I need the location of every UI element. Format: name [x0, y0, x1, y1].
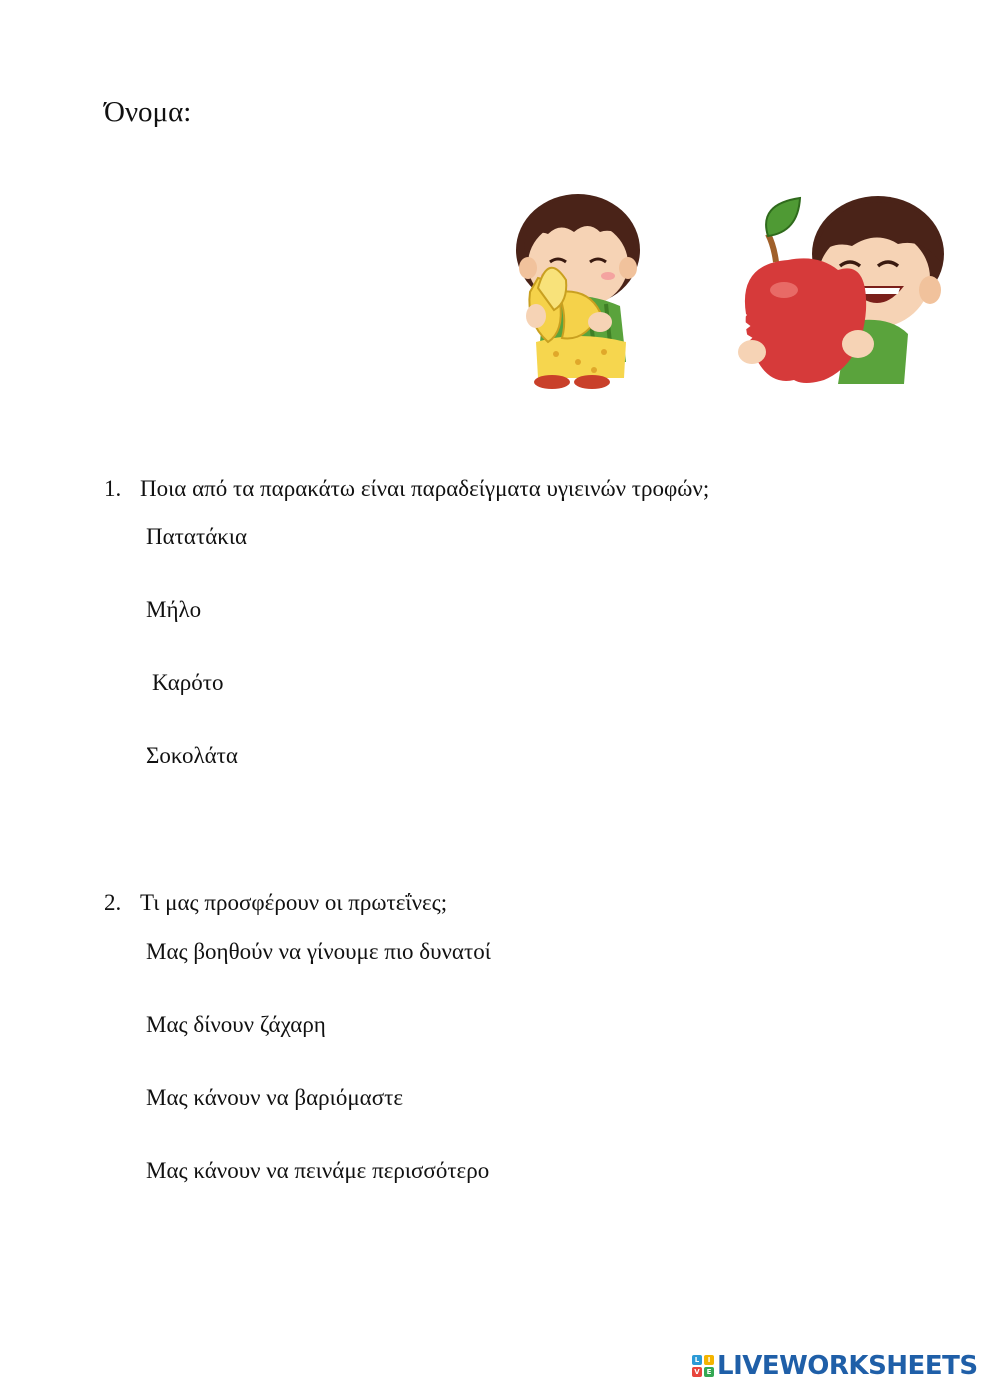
- question-2-text: Τι μας προσφέρουν οι πρωτεΐνες;: [140, 890, 448, 915]
- logo-mark-icon: [692, 1355, 714, 1377]
- girl-eating-banana-icon: [508, 192, 648, 392]
- question-1: [104, 476, 709, 502]
- logo-letter: V: [692, 1367, 702, 1377]
- question-1-number: 1.: [104, 476, 122, 501]
- question-2-option-3[interactable]: Μας κάνουν να βαριόμαστε: [146, 1085, 404, 1110]
- question-1-option-1[interactable]: Πατατάκια: [146, 524, 248, 549]
- logo-letter: I: [704, 1355, 714, 1365]
- name-label: Όνομα:: [104, 96, 192, 128]
- boy-eating-apple-icon: [728, 194, 948, 394]
- question-2-option-2[interactable]: Μας δίνουν ζάχαρη: [146, 1012, 326, 1037]
- logo-letter: E: [704, 1367, 714, 1377]
- liveworksheets-logo[interactable]: [692, 1350, 978, 1382]
- question-1-option-3[interactable]: Καρότο: [152, 670, 224, 695]
- logo-letter: L: [692, 1355, 702, 1365]
- question-1-option-2[interactable]: Μήλο: [146, 597, 202, 622]
- question-2-option-4[interactable]: Μας κάνουν να πεινάμε περισσότερο: [146, 1158, 490, 1183]
- logo-text: LIVEWORKSHEETS: [717, 1351, 978, 1381]
- question-2-number: 2.: [104, 890, 122, 915]
- question-2-option-1[interactable]: Μας βοηθούν να γίνουμε πιο δυνατοί: [146, 939, 491, 964]
- question-1-option-4[interactable]: Σοκολάτα: [146, 743, 238, 768]
- question-2: [104, 890, 447, 916]
- question-1-text: Ποια από τα παρακάτω είναι παραδείγματα υγιεινών τροφών;: [140, 476, 710, 501]
